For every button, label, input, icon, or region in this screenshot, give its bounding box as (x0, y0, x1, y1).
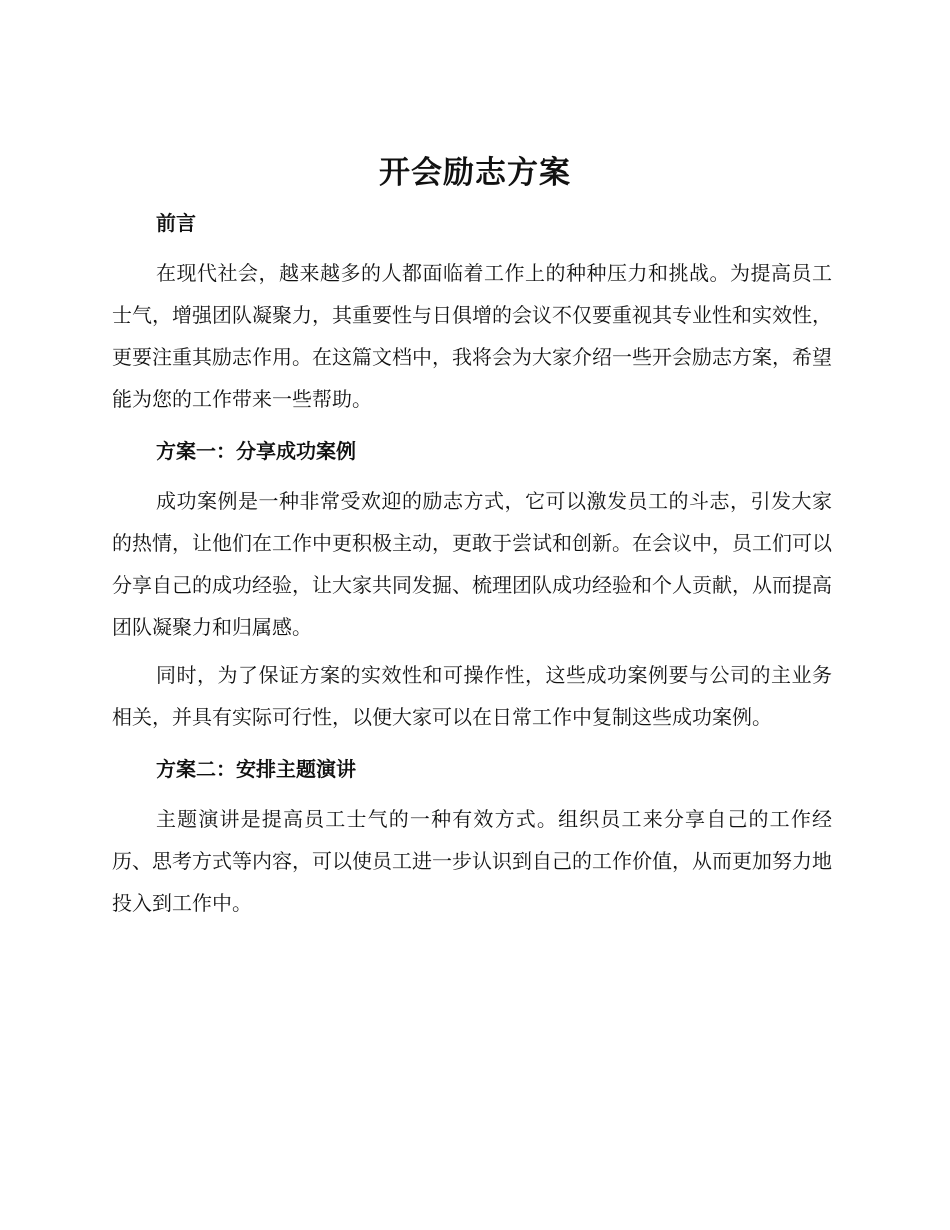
paragraph: 主题演讲是提高员工士气的一种有效方式。组织员工来分享自己的工作经历、思考方式等内容，可以使员工进一步认识到自己的工作价值，从而更加努力地投入到工作中。 (112, 807, 832, 915)
document-title: 开会励志方案 (379, 155, 571, 191)
section-heading: 方案二：安排主题演讲 (156, 757, 356, 781)
paragraph: 同时，为了保证方案的实效性和可操作性，这些成功案例要与公司的主业务相关，并具有实际可行性，以便大家可以在日常工作中复制这些成功案例。 (112, 663, 832, 729)
section-heading: 前言 (156, 211, 196, 235)
section-heading: 方案一：分享成功案例 (156, 439, 356, 463)
section-plan-one (112, 432, 832, 738)
section-preface (112, 204, 832, 420)
section-plan-two (112, 750, 832, 924)
paragraph: 成功案例是一种非常受欢迎的励志方式，它可以激发员工的斗志，引发大家的热情，让他们在工作中更积极主动，更敢于尝试和创新。在会议中，员工们可以分享自己的成功经验，让大家共同发掘、梳理团队成功经验和个人贡献，从而提高团队凝聚力和归属感。 (112, 489, 832, 639)
paragraph: 在现代社会，越来越多的人都面临着工作上的种种压力和挑战。为提高员工士气，增强团队凝聚力，其重要性与日俱增的会议不仅要重视其专业性和实效性，更要注重其励志作用。在这篇文档中，我将会为大家介绍一些开会励志方案，希望能为您的工作带来一些帮助。 (112, 261, 832, 411)
document-body (112, 204, 832, 924)
